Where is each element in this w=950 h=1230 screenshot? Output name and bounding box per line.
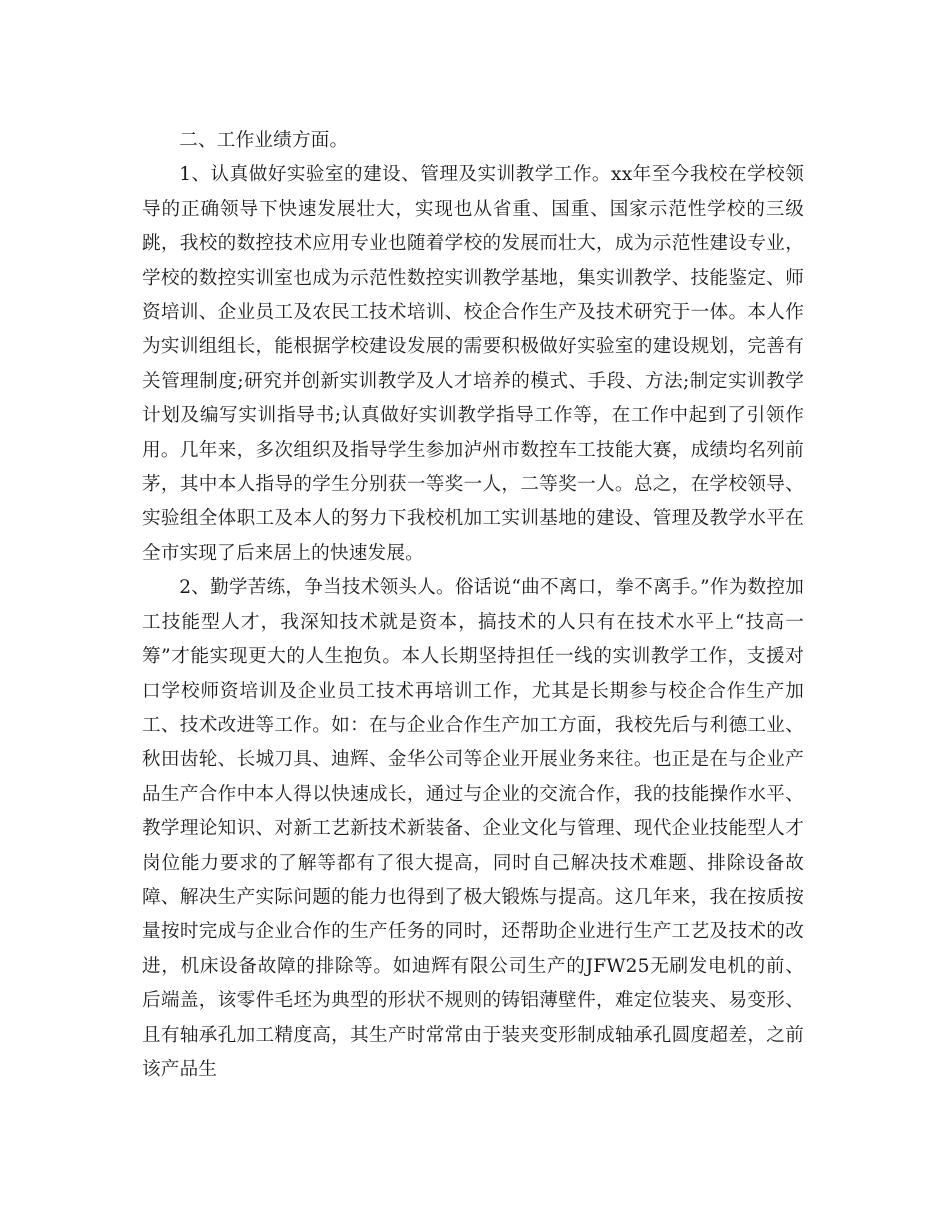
- document-body: [142, 124, 804, 1087]
- paragraph-technical-skills: 2、勤学苦练，争当技术领头人。俗话说“曲不离口，拳不离手。”作为数控加工技能型人才，我深知技术就是资本，搞技术的人只有在技术水平上“技高一筹”才能实现更大的人生抱负。本人长期坚持担任一线的实训教学工作，支援对口学校师资培训及企业员工技术再培训工作，尤其是长期参与校企合作生产加工、技术改进等工作。如：在与企业合作生产加工方面，我校先后与利德工业、秋田齿轮、长城刀具、迪辉、金华公司等企业开展业务来往。也正是在与企业产品生产合作中本人得以快速成长，通过与企业的交流合作，我的技能操作水平、教学理论知识、对新工艺新技术新装备、企业文化与管理、现代企业技能型人才岗位能力要求的了解等都有了很大提高，同时自己解决技术难题、排除设备故障、解决生产实际问题的能力也得到了极大锻炼与提高。这几年来，我在按质按量按时完成与企业合作的生产任务的同时，还帮助企业进行生产工艺及技术的改进，机床设备故障的排除等。如迪辉有限公司生产的JFW25无刷发电机的前、后端盖，该零件毛坯为典型的形状不规则的铸铝薄壁件，难定位装夹、易变形、且有轴承孔加工精度高，其生产时常常由于装夹变形制成轴承孔圆度超差，之前该产品生: [142, 577, 804, 1080]
- paragraph-lab-construction: 1、认真做好实验室的建设、管理及实训教学工作。xx年至今我校在学校领导的正确领导下快速发展壮大，实现也从省重、国重、国家示范性学校的三级跳，我校的数控技术应用专业也随着学校的发展而壮大，成为示范性建设专业，学校的数控实训室也成为示范性数控实训教学基地，集实训教学、技能鉴定、师资培训、企业员工及农民工技术培训、校企合作生产及技术研究于一体。本人作为实训组组长，能根据学校建设发展的需要积极做好实验室的建设规划，完善有关管理制度;研究并创新实训教学及人才培养的模式、手段、方法;制定实训教学计划及编写实训指导书;认真做好实训教学指导工作等，在工作中起到了引领作用。几年来，多次组织及指导学生参加泸州市数控车工技能大赛，成绩均名列前茅，其中本人指导的学生分别获一等奖一人，二等奖一人。总之，在学校领导、实验组全体职工及本人的努力下我校机加工实训基地的建设、管理及教学水平在全市实现了后来居上的快速发展。: [142, 164, 804, 564]
- section-heading: 二、工作业绩方面。: [179, 130, 349, 151]
